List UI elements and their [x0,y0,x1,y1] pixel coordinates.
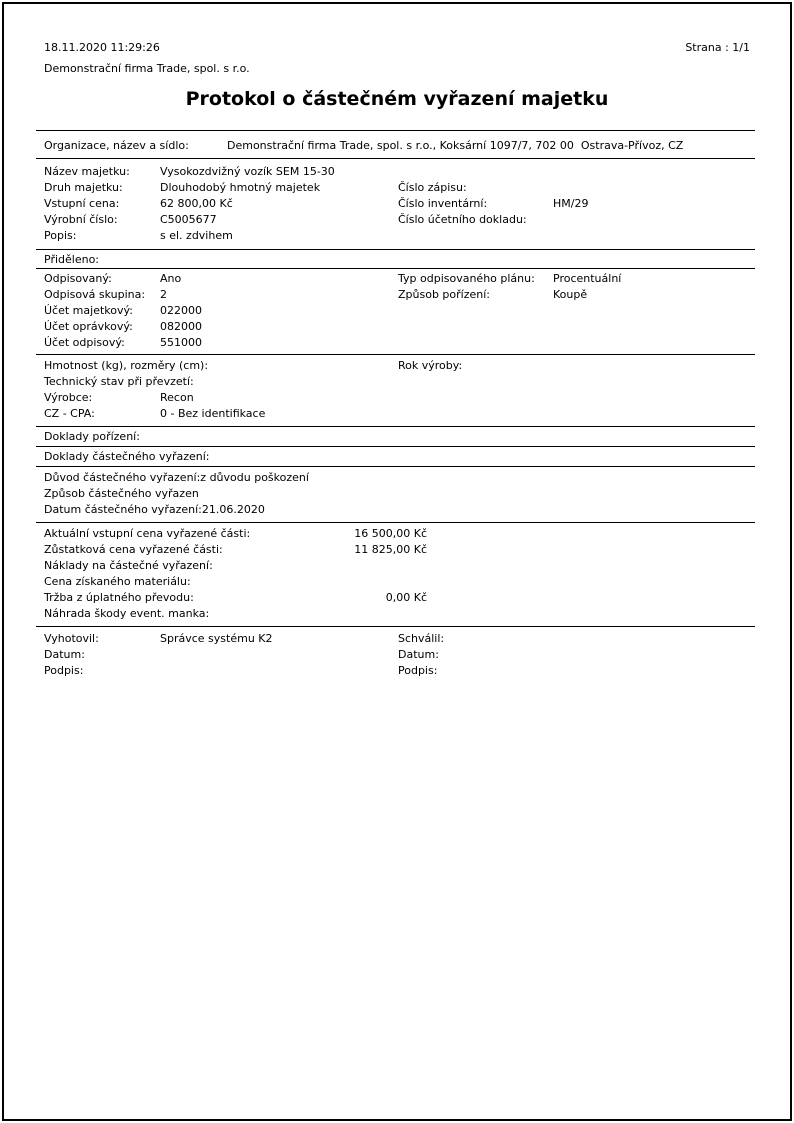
field-label: Účet majetkový: [44,304,133,317]
amount-label: Náklady na částečné vyřazení: [44,559,213,572]
field-label: Odpisovaný: [44,272,112,285]
field-label: Číslo zápisu: [398,181,467,194]
print-datetime: 18.11.2020 11:29:26 [44,41,160,54]
section-partial-disposal-documents [36,447,755,467]
field-label: Technický stav při převzetí: [44,375,194,388]
report-body [36,130,755,679]
section-technical [36,355,755,427]
field-label: Odpisová skupina: [44,288,146,301]
asset-row [36,180,755,196]
field-label: CZ - CPA: [44,407,95,420]
field-label: Rok výroby: [398,359,463,372]
assigned-row [36,271,755,287]
asset-row [36,212,755,228]
field-label: Účet odpisový: [44,336,125,349]
assigned-row [36,303,755,319]
assigned-rows [36,269,755,351]
field-label: Číslo účetního dokladu: [398,213,527,226]
field-label: Podpis: [44,664,84,677]
section-acquisition-documents [36,427,755,447]
signature-row [36,631,755,647]
field-value: 2 [160,288,167,301]
amount-row [36,542,755,558]
page-title: Protokol o částečném vyřazení majetku [185,88,609,110]
field-label: Schválil: [398,632,445,645]
page-number: Strana : 1/1 [685,41,750,54]
section-amounts [36,523,755,627]
field-value: Vysokozdvižný vozík SEM 15-30 [160,165,335,178]
field-value: C5005677 [160,213,217,226]
section-organization [36,131,755,159]
organization-row [36,139,755,153]
amount-value: 11 825,00 Kč [354,543,427,556]
field-label: Podpis: [398,664,438,677]
field-label: Datum: [398,648,439,661]
amount-label: Náhrada škody event. manka: [44,607,210,620]
field-value: 62 800,00 Kč [160,197,233,210]
assigned-row [36,335,755,351]
field-label: Vyhotovil: [44,632,99,645]
acquisition-documents-label: Doklady pořízení: [44,430,140,443]
amount-label: Cena získaného materiálu: [44,575,191,588]
assigned-row [36,287,755,303]
field-label: Popis: [44,229,77,242]
field-label: Název majetku: [44,165,130,178]
disposal-method: Způsob částečného vyřazen [44,487,199,500]
technical-row [36,390,755,406]
signature-row [36,663,755,679]
section-asset [36,159,755,250]
field-value: 022000 [160,304,202,317]
section-signatures [36,627,755,679]
company-name: Demonstrační firma Trade, spol. s r.o. [44,62,250,75]
amount-value: 0,00 Kč [385,591,427,604]
disposal-reason: Důvod částečného vyřazení:z důvodu poškození [44,471,309,484]
field-value: 082000 [160,320,202,333]
field-value: 0 - Bez identifikace [160,407,266,420]
report-header [44,41,750,55]
field-value: HM/29 [553,197,589,210]
field-label: Hmotnost (kg), rozměry (cm): [44,359,209,372]
field-label: Výrobní číslo: [44,213,118,226]
section-disposal-details [36,467,755,523]
amount-label: Tržba z úplatného převodu: [44,591,194,604]
amount-label: Zůstatková cena vyřazené části: [44,543,223,556]
signature-row [36,647,755,663]
field-value: 551000 [160,336,202,349]
partial-disposal-documents-label: Doklady částečného vyřazení: [44,450,210,463]
organization-label: Organizace, název a sídlo: [44,139,189,152]
field-label: Druh majetku: [44,181,123,194]
field-label: Číslo inventární: [398,197,488,210]
technical-row [36,358,755,374]
field-label: Vstupní cena: [44,197,120,210]
asset-row [36,164,755,180]
assigned-row [36,319,755,335]
organization-value: Demonstrační firma Trade, spol. s r.o., Koksární 1097/7, 702 00 Ostrava-Přívoz, CZ [227,139,684,152]
field-label: Datum: [44,648,85,661]
field-value: Správce systému K2 [160,632,273,645]
amount-row [36,590,755,606]
field-label: Účet oprávkový: [44,320,133,333]
assigned-header: Přiděleno: [36,250,755,269]
field-label: Typ odpisovaného plánu: [398,272,535,285]
amount-row [36,606,755,622]
field-value: s el. zdvihem [160,229,233,242]
technical-row [36,374,755,390]
field-value: Dlouhodobý hmotný majetek [160,181,321,194]
amount-row [36,526,755,542]
amount-row [36,574,755,590]
asset-row [36,196,755,212]
field-value: Ano [160,272,182,285]
amount-value: 16 500,00 Kč [354,527,427,540]
field-label: Výrobce: [44,391,93,404]
amount-row [36,558,755,574]
field-value: Koupě [553,288,588,301]
field-value: Recon [160,391,194,404]
disposal-date: Datum částečného vyřazení:21.06.2020 [44,503,265,516]
technical-row [36,406,755,422]
field-label: Způsob pořízení: [398,288,490,301]
document-page [2,2,792,1121]
asset-row [36,228,755,244]
section-assigned [36,250,755,355]
amount-label: Aktuální vstupní cena vyřazené části: [44,527,251,540]
field-value: Procentuální [553,272,622,285]
